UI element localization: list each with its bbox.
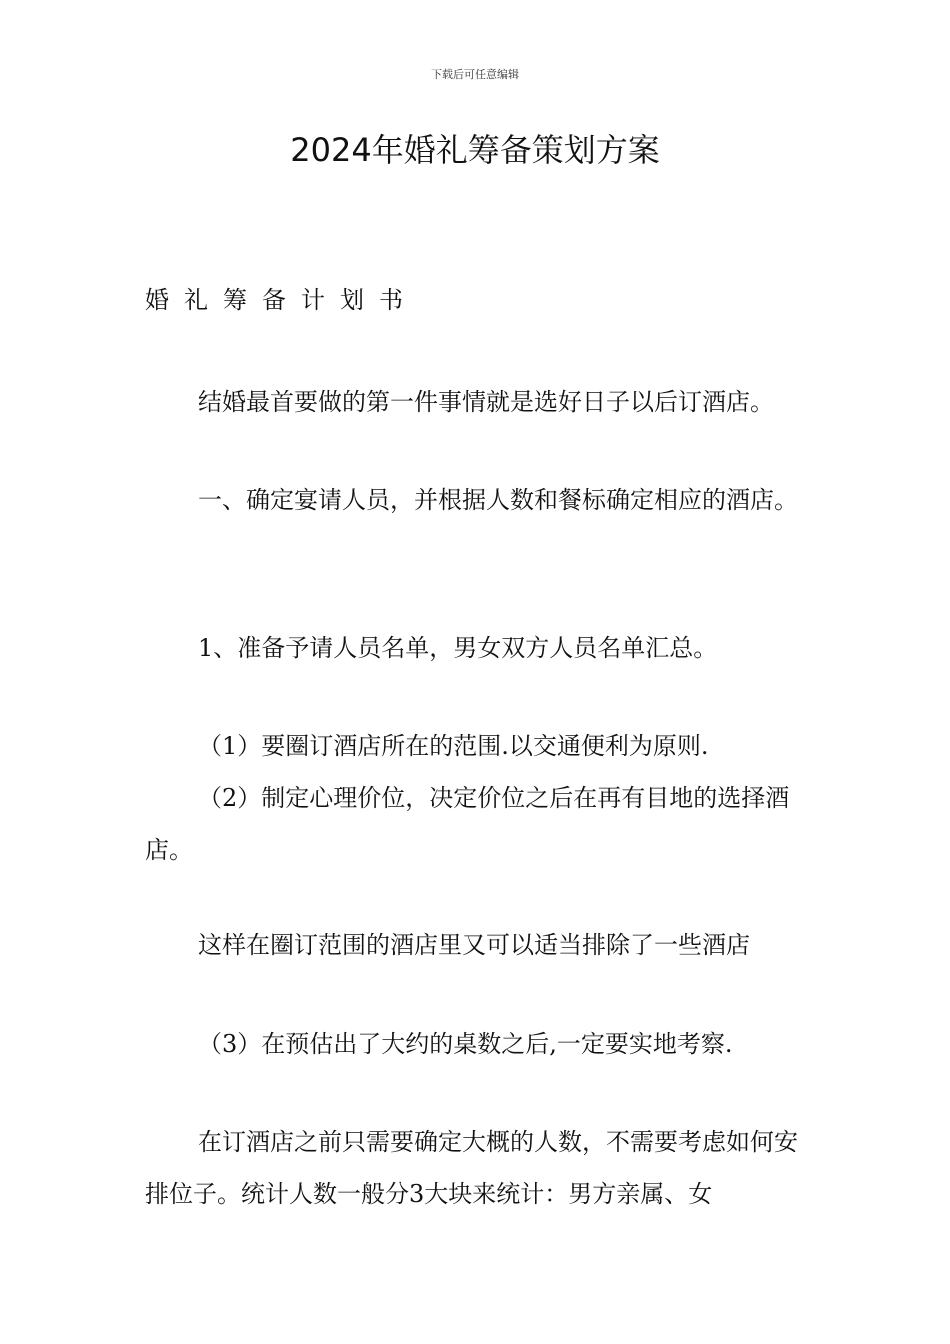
- paragraph-5: （2）制定心理价位，决定价位之后在再有目地的选择酒店。: [145, 784, 790, 864]
- paragraph-2: 一、确定宴请人员，并根据人数和餐标确定相应的酒店。: [198, 486, 798, 514]
- paragraph-8: 在订酒店之前只需要确定大概的人数，不需要考虑如何安排位子。统计人数一般分3大块来统计：男方亲属、女: [145, 1128, 798, 1208]
- paragraph-1: 结婚最首要做的第一件事情就是选好日子以后订酒店。: [198, 388, 774, 416]
- paragraph-4: （1）要圈订酒店所在的范围.以交通便利为原则.: [198, 732, 709, 760]
- document-title: 2024年婚礼筹备策划方案: [290, 131, 660, 169]
- header-note: 下载后可任意编辑: [431, 68, 519, 81]
- paragraph-3: 1、准备予请人员名单，男女双方人员名单汇总。: [198, 634, 718, 662]
- paragraph-7: （3）在预估出了大约的桌数之后,一定要实地考察.: [198, 1030, 733, 1058]
- document-subtitle: 婚礼筹备计划书: [145, 286, 418, 314]
- paragraph-6: 这样在圈订范围的酒店里又可以适当排除了一些酒店: [198, 931, 750, 959]
